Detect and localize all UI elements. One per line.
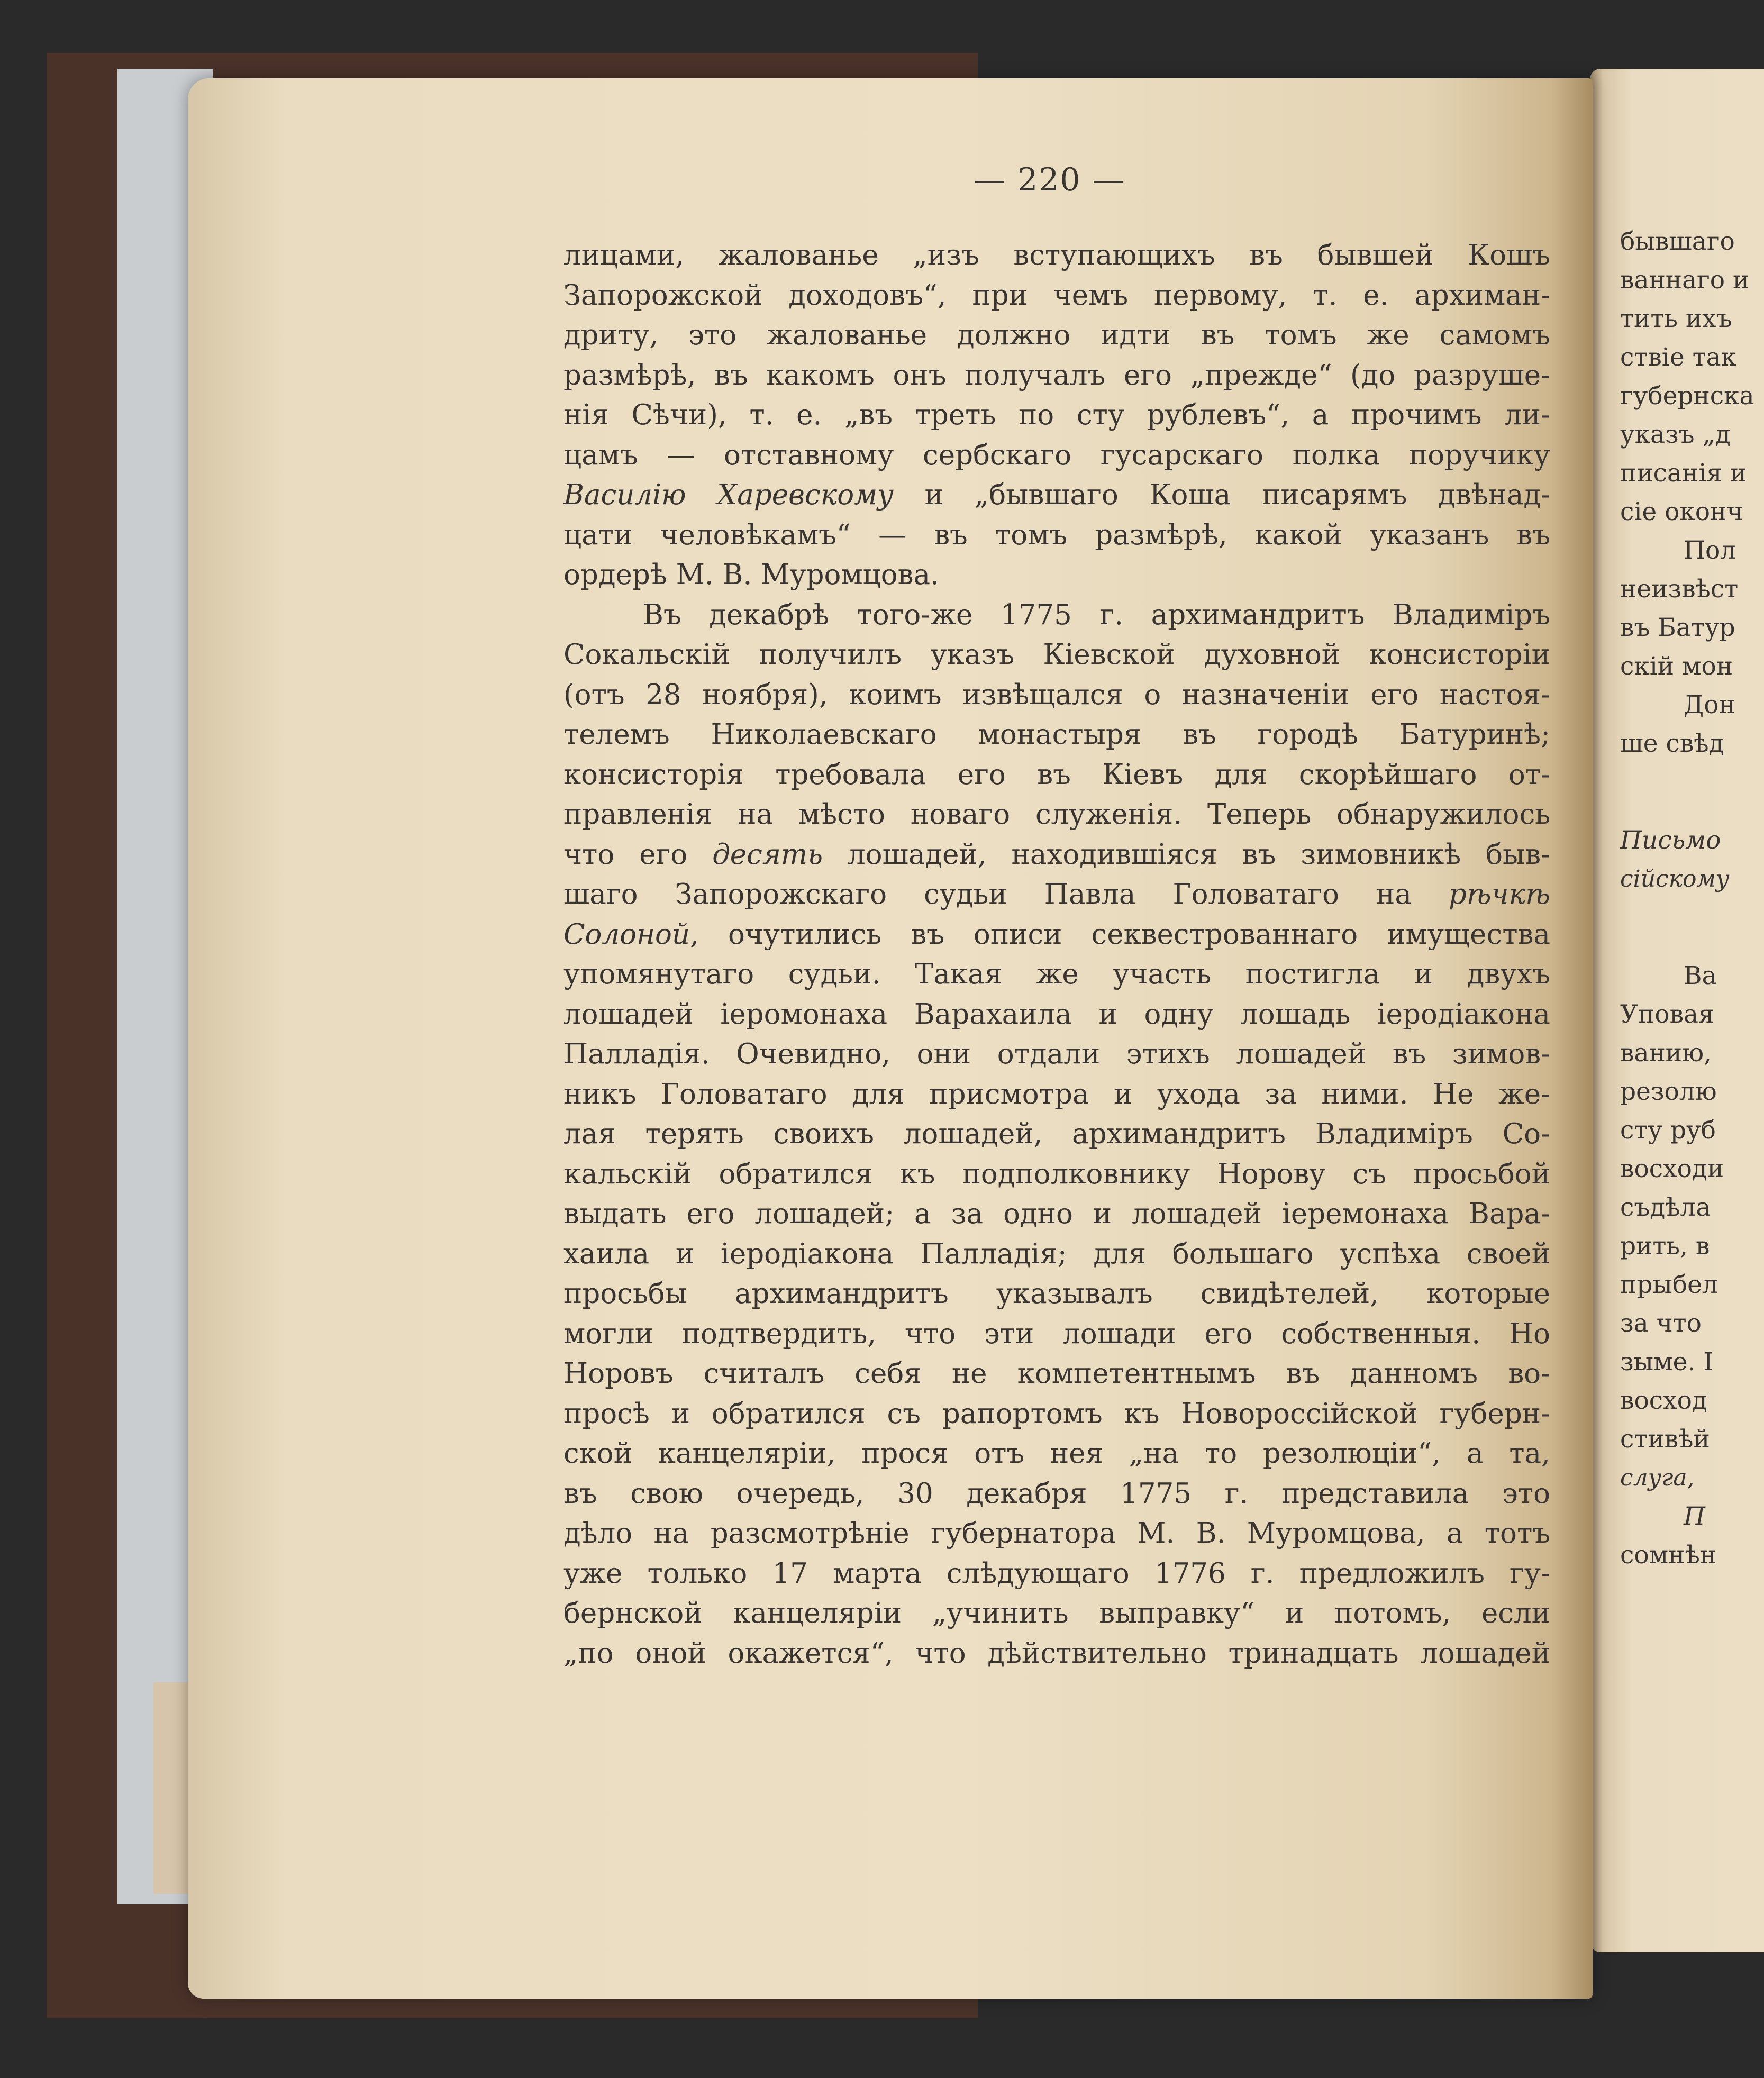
right-text-line: писанія и bbox=[1620, 459, 1747, 488]
text-line: Сокальскій получилъ указъ Кіевской духовной консисторіи bbox=[563, 639, 1550, 671]
right-text-line: сомнѣн bbox=[1620, 1541, 1717, 1570]
text-line: Палладія. Очевидно, они отдали этихъ лошадей въ зимов- bbox=[563, 1038, 1550, 1070]
right-text-line: ванию, bbox=[1620, 1038, 1712, 1068]
text-line: (отъ 28 ноября), коимъ извѣщался о назначеніи его настоя- bbox=[563, 678, 1550, 711]
right-text-line: ваннаго и bbox=[1620, 266, 1750, 295]
text-line: правленія на мѣсто новаго служенія. Теперь обнаружилось bbox=[563, 798, 1550, 831]
right-text-line: резолю bbox=[1620, 1077, 1717, 1106]
right-text-line: Ва bbox=[1684, 961, 1717, 990]
right-page-text bbox=[1620, 222, 1764, 1574]
text-line: Солоной, очутились въ описи секвестрованнаго имущества bbox=[563, 918, 1550, 951]
page-number: — 220 — bbox=[974, 161, 1125, 198]
right-text-line: за что bbox=[1620, 1309, 1702, 1338]
text-line: что его десять лошадей, находившіяся въ зимовникѣ быв- bbox=[563, 838, 1550, 871]
text-line: лошадей іеромонаха Варахаила и одну лошадь іеродіакона bbox=[563, 998, 1550, 1031]
right-text-line: ствіе так bbox=[1620, 343, 1736, 372]
text-line: уже только 17 марта слѣдующаго 1776 г. предложилъ гу- bbox=[563, 1557, 1550, 1590]
right-text-line: ше свѣд bbox=[1620, 729, 1724, 758]
text-line: дѣло на разсмотрѣніе губернатора М. В. Муромцова, а тотъ bbox=[563, 1517, 1550, 1550]
text-line: просѣ и обратился съ рапортомъ къ Новороссійской губерн- bbox=[563, 1397, 1550, 1430]
text-line: никъ Головатаго для присмотра и ухода за ними. Не же- bbox=[563, 1078, 1550, 1110]
text-line: консисторія требовала его въ Кіевъ для скорѣйшаго от- bbox=[563, 758, 1550, 791]
left-page-text bbox=[563, 235, 1550, 1673]
right-text-line: тить ихъ bbox=[1620, 304, 1732, 333]
right-heading-line: сійскому bbox=[1620, 865, 1730, 892]
right-text-line: губернска bbox=[1620, 381, 1754, 411]
right-text-line: стивѣй bbox=[1620, 1425, 1710, 1454]
text-line: ской канцеляріи, прося отъ нея „на то резолюціи“, а та, bbox=[563, 1437, 1550, 1470]
right-text-line: указъ „д bbox=[1620, 420, 1731, 449]
text-line: выдать его лошадей; а за одно и лошадей іеремонаха Вара- bbox=[563, 1198, 1550, 1230]
right-text-line: восходи bbox=[1620, 1154, 1724, 1183]
right-text-line: Уповая bbox=[1620, 1000, 1714, 1029]
text-line: Василію Харевскому и „бывшаго Коша писарямъ двѣнад- bbox=[563, 479, 1550, 511]
text-line: могли подтвердить, что эти лошади его собственныя. Но bbox=[563, 1317, 1550, 1350]
right-text-line: зыме. І bbox=[1620, 1347, 1713, 1377]
right-text-line: П bbox=[1684, 1502, 1705, 1531]
text-line: кальскій обратился къ подполковнику Норову съ просьбой bbox=[563, 1158, 1550, 1190]
text-line: лая терять своихъ лошадей, архимандритъ Владиміръ Со- bbox=[563, 1118, 1550, 1150]
text-line: дриту, это жалованье должно идти въ томъ же самомъ bbox=[563, 319, 1550, 351]
right-text-line: прыбел bbox=[1620, 1270, 1718, 1299]
right-text-line: неизвѣст bbox=[1620, 575, 1739, 604]
right-text-line: восход bbox=[1620, 1386, 1707, 1415]
right-heading-line: Письмо bbox=[1620, 826, 1721, 855]
right-text-line: Пол bbox=[1684, 536, 1736, 565]
text-line: размѣрѣ, въ какомъ онъ получалъ его „прежде“ (до разруше- bbox=[563, 359, 1550, 391]
text-line: нія Сѣчи), т. е. „въ треть по сту рублевъ“, а прочимъ ли- bbox=[563, 399, 1550, 431]
right-text-line: скій мон bbox=[1620, 652, 1733, 681]
text-line: въ свою очередь, 30 декабря 1775 г. представила это bbox=[563, 1477, 1550, 1510]
text-line: ордерѣ М. В. Муромцова. bbox=[563, 559, 939, 591]
right-text-line: слуга, bbox=[1620, 1464, 1695, 1491]
right-text-line: бывшаго bbox=[1620, 227, 1735, 256]
right-text-line: рить, в bbox=[1620, 1232, 1710, 1261]
right-text-line: Дон bbox=[1684, 690, 1735, 719]
right-text-line: въ Батур bbox=[1620, 613, 1735, 642]
text-line: цати человѣкамъ“ — въ томъ размѣрѣ, какой указанъ въ bbox=[563, 518, 1550, 551]
text-line: Норовъ считалъ себя не компетентнымъ въ данномъ во- bbox=[563, 1357, 1550, 1390]
text-line: „по оной окажется“, что дѣйствительно тринадцать лошадей bbox=[563, 1637, 1550, 1670]
text-line: просьбы архимандритъ указывалъ свидѣтелей, которые bbox=[563, 1278, 1550, 1310]
text-line: шаго Запорожскаго судьи Павла Головатаго на рѣчкѣ bbox=[563, 878, 1550, 910]
text-line: упомянутаго судьи. Такая же участь постигла и двухъ bbox=[563, 958, 1550, 990]
text-line: Запорожской доходовъ“, при чемъ первому, т. е. архиман- bbox=[563, 279, 1550, 312]
right-text-line: съдѣла bbox=[1620, 1193, 1711, 1222]
text-line: лицами, жалованье „изъ вступающихъ въ бывшей Кошъ bbox=[563, 239, 1550, 271]
right-text-line: сіе оконч bbox=[1620, 497, 1743, 526]
text-line: цамъ — отставному сербскаго гусарскаго полка поручику bbox=[563, 439, 1550, 471]
text-line: телемъ Николаевскаго монастыря въ городѣ Батуринѣ; bbox=[563, 718, 1550, 751]
right-text-line: сту руб bbox=[1620, 1116, 1716, 1145]
text-line: хаила и іеродіакона Палладія; для большаго успѣха своей bbox=[563, 1237, 1550, 1270]
text-line: Въ декабрѣ того-же 1775 г. архимандритъ Владиміръ bbox=[643, 598, 1550, 631]
text-line: бернской канцеляріи „учинить выправку“ и потомъ, если bbox=[563, 1597, 1550, 1629]
